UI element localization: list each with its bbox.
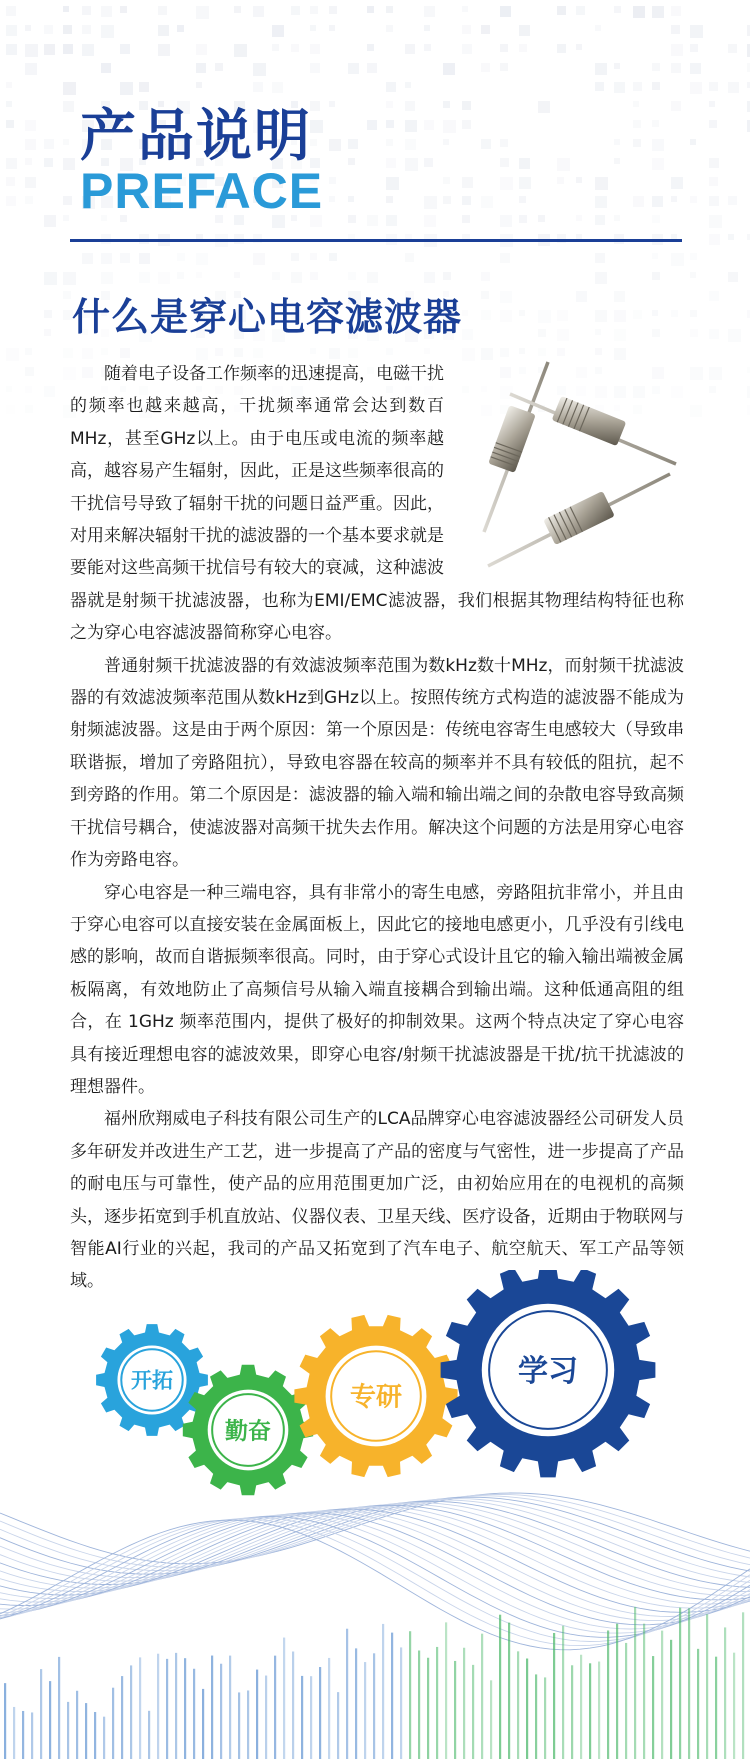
paragraph-3: 穿心电容是一种三端电容，具有非常小的寄生电感，旁路阻抗非常小，并且由于穿心电容可以直接安装在金属面板上，因此它的接地电感更小，几乎没有引线电感的影响，故而自谐振频率很高。同时，由于穿心式设计且它的输入输出端被金属板隔离，有效地防止了高频信号从输入端直接耦合到输出端。这种低通高阻的组合，在 1GHz 频率范围内，提供了极好的抑制效果。这两个特点决定了穿心电容具有接近理想电容的滤波效果，即穿心电容/射频干扰滤波器是干扰/抗干扰滤波的理想器件。	[70, 882, 684, 1097]
equalizer-bar	[49, 1681, 51, 1759]
equalizer-bar	[688, 1608, 690, 1759]
gear-kaituo	[96, 1324, 208, 1436]
equalizer-bar	[382, 1624, 384, 1759]
title-divider	[70, 239, 682, 242]
equalizer-bar	[607, 1630, 609, 1759]
equalizer-bar	[220, 1664, 222, 1759]
equalizer-bar	[283, 1638, 285, 1759]
equalizer-bar	[58, 1657, 60, 1759]
equalizer-bar	[697, 1649, 699, 1759]
equalizer-bar	[490, 1680, 492, 1759]
equalizer-bar	[670, 1640, 672, 1759]
equalizer-bar	[400, 1647, 402, 1759]
equalizer-bar	[301, 1676, 303, 1759]
equalizer-bar	[508, 1623, 510, 1759]
equalizer-bar	[463, 1648, 465, 1759]
equalizer-bar	[193, 1669, 195, 1759]
equalizer-bar	[4, 1683, 6, 1759]
wave-line	[0, 1519, 750, 1646]
equalizer-bar	[661, 1631, 663, 1759]
equalizer-bar	[373, 1653, 375, 1759]
equalizer-bar	[130, 1665, 132, 1759]
equalizer-bar	[139, 1657, 141, 1759]
wave-line	[0, 1515, 750, 1633]
gear-label: 专研	[349, 1382, 403, 1413]
equalizer-bar	[571, 1665, 573, 1759]
wave-line	[0, 1520, 750, 1650]
equalizer-bar	[517, 1651, 519, 1759]
paragraph-2: 普通射频干扰滤波器的有效滤波频率范围为数kHz数十MHz，而射频干扰滤波器的有效滤波频率范围从数kHz到GHz以上。按照传统方式构造的滤波器不能成为射频滤波器。这是由于两个原因：第一个原因是：传统电容寄生电感较大（导致串联谐振，增加了旁路阻抗），导致电容器在较高的频率并不具有较低的阻抗，起不到旁路的作用。第二个原因是：滤波器的输入端和输出端之间的杂散电容导致高频干扰信号耦合，使滤波器对高频干扰失去作用。解决这个问题的方法是用穿心电容作为旁路电容。	[70, 655, 684, 871]
equalizer-bar	[67, 1702, 69, 1759]
equalizer-bar	[409, 1631, 411, 1759]
equalizer-bar	[238, 1692, 240, 1759]
equalizer-bar	[157, 1654, 159, 1759]
equalizer-bar	[562, 1626, 564, 1759]
equalizer-bar	[625, 1643, 627, 1759]
equalizer-bar	[76, 1691, 78, 1759]
equalizer-bar	[643, 1624, 645, 1759]
equalizer-bar	[598, 1662, 600, 1759]
paragraph-1: 随着电子设备工作频率的迅速提高，电磁干扰的频率也越来越高，干扰频率通常会达到数百MHz，甚至GHz以上。由于电压或电流的频率越高，越容易产生辐射，因此，正是这些频率很高的干扰信号导致了辐射干扰的问题日益严重。因此，对用来解决辐射干扰的滤波器的一个基本要求就是要能对这些高频干扰信号有较大的衰减，这种滤波器就是射频干扰滤波器，也称为EMI/EMC滤波器，我们根据其物理结构特征也称之为穿心电容滤波器简称穿心电容。	[70, 364, 684, 644]
equalizer-bar	[166, 1659, 168, 1759]
equalizer-bar	[715, 1657, 717, 1759]
equalizer-bar	[364, 1662, 366, 1759]
equalizer-bar	[121, 1676, 123, 1759]
decorative-wave-background	[0, 1430, 750, 1759]
equalizer-bar	[580, 1655, 582, 1759]
equalizer-bar	[481, 1634, 483, 1759]
page-subtitle-en: PREFACE	[80, 163, 324, 219]
section-title: 什么是穿心电容滤波器	[72, 295, 463, 339]
equalizer-bar	[184, 1658, 186, 1759]
equalizer-bar	[589, 1663, 591, 1759]
equalizer-bar	[706, 1614, 708, 1759]
equalizer-bar	[724, 1627, 726, 1759]
equalizer-bar	[103, 1717, 105, 1759]
equalizer-bar	[733, 1653, 735, 1759]
equalizer-bar	[616, 1624, 618, 1759]
page-title: 产品说明	[80, 104, 312, 169]
equalizer-bar	[535, 1674, 537, 1759]
equalizer-bar	[31, 1712, 33, 1759]
equalizer-bar	[418, 1650, 420, 1759]
equalizer-bar	[337, 1692, 339, 1759]
equalizer-bar	[355, 1648, 357, 1759]
equalizer-bar	[247, 1690, 249, 1759]
equalizer-bar	[544, 1677, 546, 1759]
equalizer-bar	[112, 1688, 114, 1759]
equalizer-bar	[445, 1622, 447, 1759]
wave-line	[0, 1518, 750, 1642]
gear-label: 勤奋	[225, 1418, 271, 1445]
equalizer-bar	[436, 1647, 438, 1759]
gear-label: 学习	[518, 1353, 578, 1389]
equalizer-bar	[265, 1676, 267, 1759]
equalizer-bar	[634, 1607, 636, 1759]
feedthrough-capacitor-image	[458, 356, 688, 574]
equalizer-bar	[40, 1669, 42, 1759]
gear-label: 开拓	[131, 1368, 173, 1393]
equalizer-bar	[13, 1707, 15, 1759]
equalizer-bar	[472, 1665, 474, 1759]
paragraph-4: 福州欣翔威电子科技有限公司生产的LCA品牌穿心电容滤波器经公司研发人员多年研发并改进生产工艺，进一步提高了产品的密度与气密性，进一步提高了产品的耐电压与可靠性，使产品的应用范围更加广泛，由初始应用在的电视机的高频头，逐步拓宽到手机直放站、仪器仪表、卫星天线、医疗设备，近期由于物联网与智能AI行业的兴起，我司的产品又拓宽到了汽车电子、航空航天、军工产品等领域。	[70, 1109, 684, 1292]
equalizer-bar	[328, 1658, 330, 1759]
equalizer-bar	[229, 1656, 231, 1759]
equalizer-bar	[22, 1711, 24, 1759]
equalizer-bar	[652, 1656, 654, 1759]
equalizer-bar	[427, 1658, 429, 1759]
equalizer-bar	[310, 1676, 312, 1759]
equalizer-bar	[274, 1656, 276, 1759]
equalizer-bar	[553, 1633, 555, 1759]
equalizer-bar	[499, 1615, 501, 1759]
equalizer-bar	[742, 1612, 744, 1759]
equalizer-bar	[202, 1689, 204, 1759]
equalizer-bar	[454, 1661, 456, 1759]
equalizer-bar	[148, 1711, 150, 1759]
equalizer-bar	[679, 1608, 681, 1759]
equalizer-bar	[256, 1670, 258, 1759]
equalizer-bar	[292, 1652, 294, 1759]
equalizer-bar	[175, 1653, 177, 1759]
equalizer-bar	[319, 1667, 321, 1759]
equalizer-bar	[526, 1659, 528, 1759]
equalizer-bar	[346, 1629, 348, 1759]
equalizer-bar	[85, 1703, 87, 1759]
article-body	[70, 358, 684, 1298]
equalizer-bar	[94, 1712, 96, 1759]
equalizer-bar	[211, 1656, 213, 1759]
equalizer-bar	[391, 1633, 393, 1759]
